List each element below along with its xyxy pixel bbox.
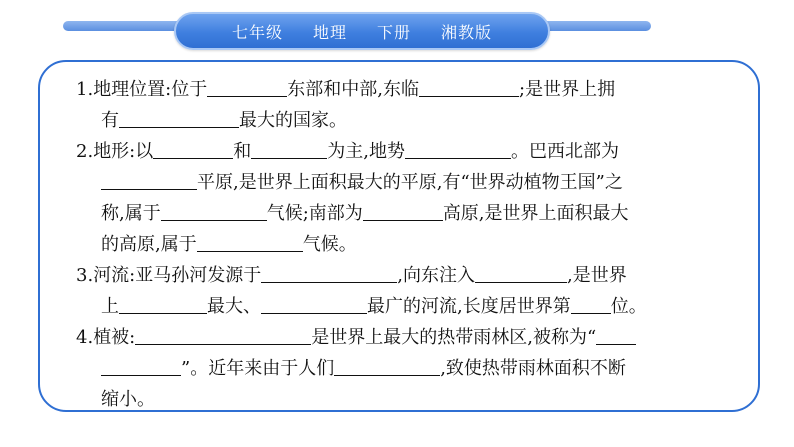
answer-blank[interactable] [261, 264, 397, 283]
question-text: ”。近年来由于人们 [181, 358, 335, 379]
question-2-line-1 [76, 136, 716, 167]
question-text: 位。 [610, 296, 647, 317]
question-3-line-1 [76, 260, 716, 291]
answer-blank[interactable] [419, 78, 519, 97]
question-text: 的高原,属于 [101, 234, 197, 255]
question-4-line-1 [76, 322, 716, 353]
question-number: 2. [76, 141, 94, 162]
question-number: 1. [76, 79, 94, 100]
answer-blank[interactable] [207, 78, 287, 97]
answer-blank[interactable] [161, 202, 267, 221]
question-text: ,向东注入 [397, 265, 475, 286]
question-text: ,是世界 [567, 265, 627, 286]
question-text: 植被: [93, 327, 136, 348]
question-4-line-2 [76, 353, 716, 384]
header-volume: 下册 [377, 22, 412, 42]
question-text: 高原,是世界上面积最大 [442, 203, 629, 224]
header-grade: 七年级 [231, 22, 283, 42]
question-list [76, 74, 716, 415]
header-subject: 地理 [312, 22, 347, 42]
question-text: 最广的河流,长度居世界第 [367, 296, 571, 317]
answer-blank[interactable] [405, 140, 511, 159]
question-text: 地形:以 [93, 141, 154, 162]
question-text: 和 [233, 141, 252, 162]
question-text: 最大的国家。 [239, 110, 347, 131]
header-edition: 湘教版 [441, 22, 493, 42]
answer-blank[interactable] [101, 357, 181, 376]
question-3-line-2 [76, 291, 716, 322]
question-text: ,致使热带雨林面积不断 [440, 358, 626, 379]
answer-blank[interactable] [261, 295, 367, 314]
question-2-line-3 [76, 198, 716, 229]
answer-blank[interactable] [119, 295, 207, 314]
answer-blank[interactable] [119, 109, 239, 128]
question-1-line-2 [76, 105, 716, 136]
question-text: 是世界上最大的热带雨林区,被称为“ [311, 327, 597, 348]
answer-blank[interactable] [153, 140, 233, 159]
header-banner [174, 12, 550, 50]
question-text: 上 [101, 296, 119, 317]
question-text: 平原,是世界上面积最大的平原,有“世界动植物王国”之 [197, 172, 623, 193]
question-number: 4. [76, 327, 94, 348]
question-number: 3. [76, 265, 94, 286]
answer-blank[interactable] [571, 295, 611, 314]
question-text: 为主,地势 [327, 141, 405, 162]
question-text: 有 [101, 110, 119, 131]
question-text: 缩小。 [101, 389, 155, 410]
answer-blank[interactable] [135, 326, 311, 345]
answer-blank[interactable] [596, 326, 636, 345]
question-text: 气候;南部为 [266, 203, 363, 224]
answer-blank[interactable] [101, 171, 197, 190]
question-text: 称,属于 [101, 203, 161, 224]
question-text: ;是世界上拥 [519, 79, 616, 100]
question-1-line-1 [76, 74, 716, 105]
question-text: 地理位置:位于 [93, 79, 208, 100]
question-4-line-3 [76, 384, 716, 415]
header-labels [232, 20, 492, 43]
question-text: 最大、 [207, 296, 261, 317]
question-2-line-2 [76, 167, 716, 198]
question-text: 河流:亚马孙河发源于 [93, 265, 262, 286]
answer-blank[interactable] [251, 140, 327, 159]
question-text: 东部和中部,东临 [287, 79, 419, 100]
answer-blank[interactable] [475, 264, 567, 283]
question-text: 气候。 [302, 234, 357, 255]
answer-blank[interactable] [363, 202, 443, 221]
answer-blank[interactable] [197, 233, 303, 252]
question-2-line-4 [76, 229, 716, 260]
question-text: 。巴西北部为 [511, 141, 619, 162]
answer-blank[interactable] [334, 357, 440, 376]
